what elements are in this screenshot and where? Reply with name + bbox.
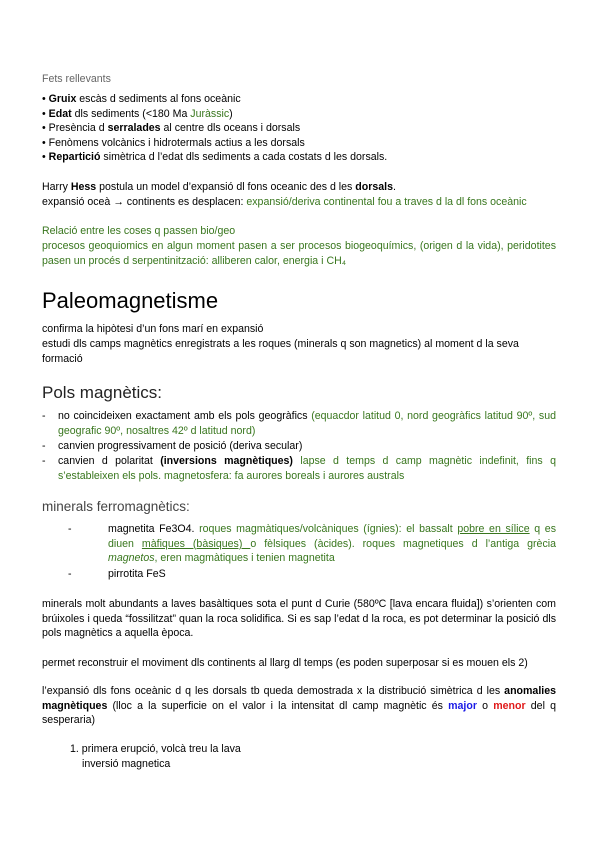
text: Harry <box>42 181 71 193</box>
green-text: expansió/deriva continental fou a traves d la dl fons oceànic <box>246 196 527 208</box>
item-text: Fenòmens volcànics i hidrotermals actius a les dorsals <box>48 137 305 149</box>
green-text: , eren magmàtiques i tenien magnetita <box>154 552 335 565</box>
relacio-body: procesos geoquiomics en algun moment pasen a ser procesos biogeoquímics, (origen d la vida), peridotites pasen un procés d serpentinització: alliberen calor, energia i CH₄ <box>42 240 556 267</box>
bullet: • <box>42 137 46 149</box>
fets-item-1 <box>42 92 556 107</box>
text: magnetita Fe3O4. <box>108 523 200 535</box>
text: canvien progressivament de posició (deriva secular) <box>58 440 303 452</box>
paragraph-reconstruir: permet reconstruir el moviment dls continents al llarg dl temps (es poden superposar si es mouen els 2) <box>42 657 528 669</box>
dash: - <box>42 440 46 452</box>
bullet: • <box>42 108 46 120</box>
text: (lloc a la superficie on el valor i la intensitat dl camp magnètic és <box>107 699 449 712</box>
text: no coincideixen exactament amb els pols geogràfics <box>58 410 312 422</box>
pols-item-2 <box>42 439 556 454</box>
bold-term: Hess <box>70 181 97 193</box>
fets-item-3 <box>42 121 556 136</box>
pols-item-3 <box>42 454 556 483</box>
text: o <box>476 699 494 712</box>
pols-title: Pols magnètics: <box>42 383 162 402</box>
item-text: dls sediments (<180 Ma <box>71 108 191 120</box>
list-number: 1. <box>70 743 79 755</box>
text: expansió oceà → continents es desplacen: <box>42 196 247 208</box>
bullet: • <box>42 93 46 105</box>
bullet: • <box>42 151 46 163</box>
relacio-title: Relació entre les coses q passen bio/geo <box>42 225 236 237</box>
paleo-title: Paleomagnetisme <box>42 288 219 313</box>
text: primera erupció, volcà treu la lava <box>81 743 241 755</box>
text: del q sesperaria) <box>42 699 556 727</box>
minerals-item-2 <box>68 567 556 582</box>
minerals-item-1 <box>68 522 556 566</box>
bullet: • <box>42 122 46 134</box>
italic-text: magnetos <box>108 552 155 565</box>
item-text: simètrica d l’edat dls sediments a cada costats d les dorsals. <box>100 151 388 163</box>
bold-term: anomalies magnètiques <box>42 685 556 712</box>
green-text: roques magmàtiques/volcàniques (ígnies): el bassalt <box>199 523 458 535</box>
numbered-list-item-1-cont: inversió magnetica <box>82 758 171 770</box>
bold-term: Edat <box>48 108 72 120</box>
dash: - <box>68 523 72 535</box>
fets-item-5 <box>42 150 556 165</box>
item-tail: ) <box>229 108 233 120</box>
hess-line-1 <box>42 180 556 195</box>
green-text: lapse d temps d camp magnètic indefinit, fins q s’estableixen els pols. magnetosfera: fa aurores boreals i aurores australs <box>58 455 556 482</box>
item-text: al centre dls oceans i dorsals <box>160 122 301 134</box>
text: . <box>392 181 396 193</box>
bold-term: (inversions magnètiques) <box>160 455 293 467</box>
paragraph-anomalies <box>42 684 556 728</box>
item-pre: Presència d <box>48 122 108 134</box>
paragraph-curie: minerals molt abundants a laves basàltiques sota el punt d Curie (580ºC [lava encara fluida]) s’orienten com brúixoles i queda “fossilitzat” quan la roca solidifica. Si es sap l’edat d la roca, es pot determinar la posició dls pols magnètics a aquella època. <box>42 598 556 640</box>
paleo-line-2: estudi dls camps magnètics enregistrats a les roques (minerals q son magnetics) al moment d la seva formació <box>42 338 519 365</box>
fets-heading: Fets rellevants <box>42 73 111 85</box>
dash: - <box>42 410 46 422</box>
pols-item-1 <box>42 409 556 438</box>
text: canvien d polaritat <box>58 455 161 467</box>
paleo-line-1: confirma la hipòtesi d’un fons marí en expansió <box>42 323 264 335</box>
underlined-text: pobre en sílice <box>457 523 530 535</box>
item-text: escàs d sediments al fons oceànic <box>76 93 241 105</box>
text: l’expansió dls fons oceànic d q les dorsals tb queda demostrada x la distribució simètrica d les <box>42 685 505 697</box>
text: pirrotita FeS <box>108 568 166 580</box>
bold-term: Gruix <box>48 93 77 105</box>
green-text: q es diuen <box>108 523 556 550</box>
blue-term: major <box>448 699 477 712</box>
dash: - <box>68 568 72 580</box>
minerals-title: minerals ferromagnètics: <box>42 499 190 514</box>
red-term: menor <box>493 699 526 712</box>
bold-term: dorsals <box>355 181 393 193</box>
dash: - <box>42 455 46 467</box>
green-text: Juràssic <box>190 108 230 120</box>
underlined-text: màfiques (bàsiques) <box>141 537 251 550</box>
fets-item-2 <box>42 107 556 122</box>
green-text: o fèlsiques (àcides). roques magnetiques d l’antiga grècia <box>250 537 556 550</box>
green-text: (equacdor latitud 0, nord geogràfics latitud 90º, sud geografic 90º, nosaltres 42º d latitud nord) <box>58 410 556 437</box>
text: postula un model d’expansió dl fons oceanic des d les <box>96 181 356 193</box>
numbered-list-item-1 <box>70 742 556 757</box>
bold-term: serralades <box>107 122 161 134</box>
hess-line-2 <box>42 195 556 210</box>
fets-item-4 <box>42 136 556 151</box>
bold-term: Repartició <box>48 151 101 163</box>
